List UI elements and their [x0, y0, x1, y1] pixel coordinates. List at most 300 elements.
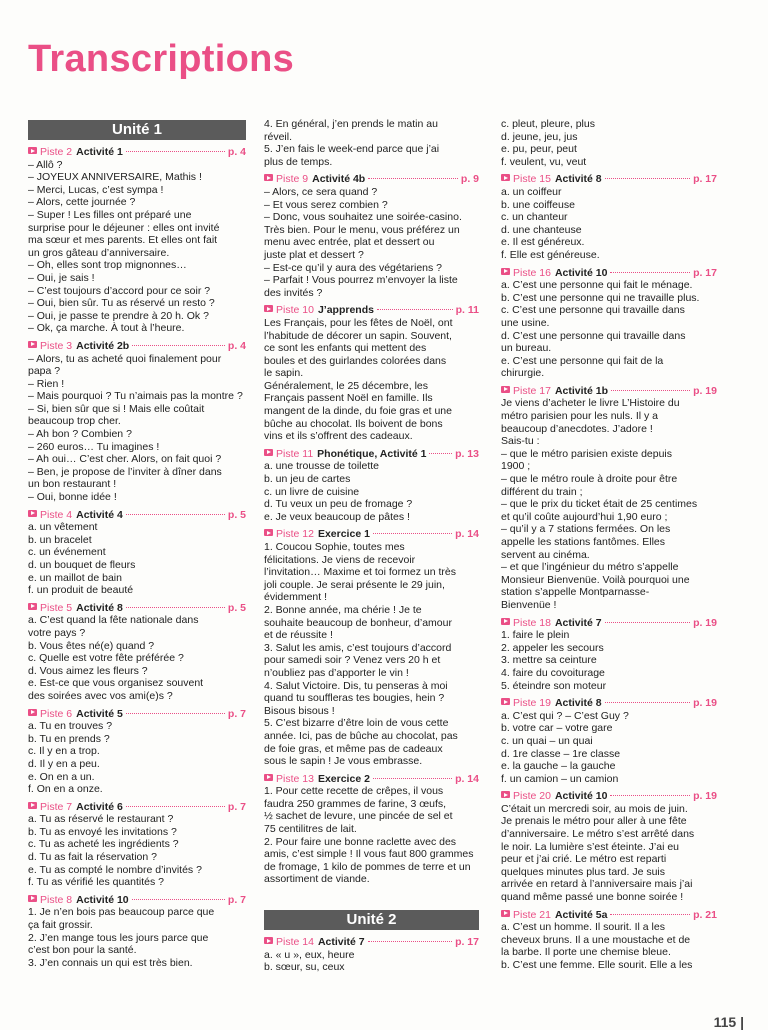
track-heading: [264, 773, 479, 786]
transcript-line: b. Tu as envoyé les invitations ?: [28, 825, 177, 838]
transcript-line: ½ sachet de levure, une pincée de sel et: [264, 810, 453, 823]
track-entry: [501, 173, 717, 261]
page-reference: p. 4: [227, 339, 246, 352]
transcript-line: 1. Je n’en bois pas beaucoup parce que: [28, 906, 215, 919]
track-heading: [264, 528, 479, 541]
transcript-line: quand même passé une bonne soirée !: [501, 891, 684, 904]
transcript-line: – JOYEUX ANNIVERSAIRE, Mathis !: [28, 171, 202, 184]
column-1: [28, 118, 246, 969]
transcript-line: c. un quai – un quai: [501, 734, 593, 747]
transcript-line: – Ben, je propose de l’inviter à dîner dans: [28, 465, 222, 478]
transcript-line: f. veulent, vu, veut: [501, 155, 587, 168]
activity-label: Activité 10: [554, 790, 608, 803]
page-reference: p. 17: [693, 173, 717, 186]
transcript-line: f. Elle est généreuse.: [501, 248, 600, 261]
transcript-line: 2. Bonne année, ma chérie ! Je te: [264, 603, 422, 616]
page-reference: p. 5: [227, 508, 246, 521]
activity-label: Activité 8: [554, 173, 602, 186]
dot-leader: [611, 390, 690, 391]
page-reference: p. 19: [693, 697, 717, 710]
activity-label: Activité 1: [76, 146, 123, 158]
activity-label: Activité 7: [317, 936, 365, 949]
transcript-line: menu avec entrée, plat et dessert ou: [264, 236, 435, 249]
transcript-line: – Alors, ce sera quand ?: [264, 185, 378, 198]
audio-track-icon: [501, 791, 510, 798]
transcript-line: e. Je veux beaucoup de pâtes !: [264, 510, 410, 523]
transcript-line: sous le sapin ! Je vous embrasse.: [264, 755, 423, 768]
transcript-line: peur et j’ai crié. Le métro est reparti: [501, 853, 667, 866]
transcript-line: beaucoup trop cher.: [28, 415, 121, 428]
audio-track-icon: [501, 268, 510, 275]
dot-leader: [377, 309, 453, 310]
transcript-line: faudra 250 grammes de farine, 3 œufs,: [264, 797, 447, 810]
transcript-line: – Oh, elles sont trop mignonnes…: [28, 259, 187, 272]
column-3: [501, 118, 717, 972]
audio-track-icon: [501, 174, 510, 181]
transcript-line: 3. mettre sa ceinture: [501, 654, 597, 667]
transcript-line: f. On en a onze.: [28, 783, 103, 796]
transcript-line: 4. En général, j’en prends le matin au: [264, 118, 438, 130]
transcript-line: et de réussite !: [264, 629, 333, 642]
dot-leader: [373, 778, 452, 779]
transcript-line: – Si, bien sûr que si ! Mais elle coûtait: [28, 402, 205, 415]
transcript-line: – et que l’ingénieur du métro s’appelle: [501, 561, 679, 574]
transcript-line: d. jeune, jeu, jus: [501, 130, 578, 143]
page-reference: p. 21: [693, 908, 717, 921]
track-number: Piste 8: [40, 893, 73, 906]
track-entry: [28, 708, 246, 796]
track-number: Piste 4: [40, 508, 73, 521]
transcript-line: ça fait grossir.: [28, 919, 93, 932]
transcript-line: b. un jeu de cartes: [264, 473, 351, 486]
unit-header: Unité 1: [28, 120, 246, 140]
track-heading: [264, 448, 479, 461]
transcript-line: c. Il y en a trop.: [28, 745, 100, 758]
transcript-line: juste plat et dessert ?: [264, 248, 364, 261]
track-entry: [28, 146, 246, 335]
transcript-line: 3. Salut les amis, c’est toujours d’accord: [264, 641, 452, 654]
track-number: Piste 19: [513, 697, 551, 710]
track-entry: [28, 509, 246, 597]
track-number: Piste 16: [513, 266, 551, 279]
transcript-line: Bisous bisous !: [264, 704, 335, 717]
track-number: Piste 3: [40, 339, 73, 352]
audio-track-icon: [501, 618, 510, 625]
activity-label: Activité 2b: [76, 339, 130, 352]
transcript-line: année. Ici, pas de bûche au chocolat, pas: [264, 729, 458, 742]
transcript-line: des invités ?: [264, 286, 323, 299]
transcript-line: n’oubliez pas d’apporter le vin !: [264, 666, 409, 679]
dot-leader: [429, 453, 452, 454]
track-heading: [28, 894, 246, 907]
transcript-line: e. Il est généreux.: [501, 236, 585, 249]
transcript-line: – Rien !: [28, 377, 65, 390]
track-heading: [28, 801, 246, 814]
transcript-line: station s’appelle Montparnasse-: [501, 586, 650, 599]
track-number: Piste 12: [276, 528, 314, 541]
track-number: Piste 5: [40, 601, 73, 614]
transcript-line: e. Est-ce que vous organisez souvent: [28, 677, 204, 690]
transcript-line: a. un coiffeur: [501, 185, 562, 198]
transcript-line: boules et des guirlandes colorées dans: [264, 354, 447, 367]
track-heading: [501, 617, 717, 630]
track-number: Piste 7: [40, 800, 73, 813]
transcript-line: joli couple. Je serai présente le 29 juin,: [264, 578, 445, 591]
transcript-line: e. On en a un.: [28, 770, 95, 783]
dot-leader: [132, 345, 225, 346]
transcript-line: d. Tu veux un peu de fromage ?: [264, 498, 413, 511]
transcript-line: d. Vous aimez les fleurs ?: [28, 664, 148, 677]
transcript-line: d. un bouquet de fleurs: [28, 559, 136, 571]
transcript-line: 1. faire le plein: [501, 629, 570, 642]
track-entry: [264, 528, 479, 767]
dot-leader: [126, 514, 225, 515]
track-heading: [28, 509, 246, 522]
page-reference: p. 7: [227, 800, 246, 813]
transcript-line: 2. appeler les secours: [501, 641, 604, 654]
transcript-line: b. C’est une personne qui ne travaille plus.: [501, 291, 700, 304]
transcript-line: c. un événement: [28, 546, 106, 559]
track-heading: [264, 304, 479, 317]
transcript-line: – Mais pourquoi ? Tu n’aimais pas la montre ?: [28, 390, 243, 403]
transcript-line: – Allô ?: [28, 158, 63, 171]
transcript-line: pour samedi soir ? Venez vers 20 h et: [264, 654, 441, 667]
transcript-line: b. C’est une femme. Elle sourit. Elle a les: [501, 959, 693, 971]
transcript-line: assortiment de viande.: [264, 873, 370, 886]
transcript-line: 75 centilitres de lait.: [264, 823, 357, 836]
transcript-line: a. « u », eux, heure: [264, 948, 355, 961]
activity-label: Activité 8: [76, 601, 123, 614]
track-entry: [264, 448, 479, 524]
transcript-line: f. un camion – un camion: [501, 772, 619, 785]
transcript-line: 2. J’en mange tous les jours parce que: [28, 931, 209, 944]
activity-label: J’apprends: [317, 304, 374, 317]
transcript-line: – que le prix du ticket était de 25 centimes: [501, 498, 698, 511]
activity-label: Activité 4b: [312, 173, 366, 186]
transcript-line: – Ah bon ? Combien ?: [28, 428, 132, 441]
transcript-line: a. Tu en trouves ?: [28, 720, 113, 733]
transcript-line: un gros gâteau d’anniversaire.: [28, 246, 170, 259]
track-entry: [501, 790, 717, 903]
transcript-line: amis, c’est simple ! Il vous faut 800 grammes: [264, 848, 474, 861]
track-heading: [501, 173, 717, 186]
audio-track-icon: [501, 910, 510, 917]
page-reference: p. 9: [460, 173, 479, 186]
track-entry: [501, 385, 717, 612]
transcript-line: l’invitation… Maxime et toi formez un très: [264, 566, 456, 579]
activity-label: Activité 5: [76, 707, 123, 720]
transcript-line: d. une chanteuse: [501, 223, 582, 236]
track-heading: [501, 697, 717, 710]
transcript-line: – que le métro parisien existe depuis: [501, 447, 673, 460]
audio-track-icon: [28, 709, 37, 716]
transcript-line: papa ?: [28, 365, 61, 378]
page-reference: p. 5: [227, 601, 246, 614]
transcript-line: beaucoup d’anecdotes. J’adore !: [501, 422, 653, 435]
track-heading: [28, 708, 246, 721]
transcript-line: et qu’il coûte aujourd’hui 1,90 euro ;: [501, 510, 668, 523]
transcript-line: 2. Pour faire une bonne raclette avec des: [264, 835, 457, 848]
track-heading: [501, 909, 717, 922]
track-heading: [501, 790, 717, 803]
dot-leader: [368, 178, 458, 179]
spacer: [264, 886, 479, 908]
transcript-line: – Ok, ça marche. À tout à l’heure.: [28, 322, 185, 335]
dot-leader: [610, 795, 690, 796]
transcript-line: 1. Pour cette recette de crêpes, il vous: [264, 785, 444, 798]
transcript-line: arrivée en retard à l’anniversaire mais j’ai: [501, 878, 693, 891]
transcript-line: Bienvenüe !: [501, 598, 557, 611]
transcript-line: Je viens d’acheter le livre L’Histoire du: [501, 397, 680, 410]
transcript-line: quand tu souffleras tes bougies, hein ?: [264, 692, 445, 705]
transcript-line: – Oui, je sais !: [28, 271, 95, 284]
unit-header: Unité 2: [264, 910, 479, 930]
track-entry: [28, 894, 246, 970]
transcript-line: quelques minutes plus tard. Je suis: [501, 865, 666, 878]
transcript-line: – C’est toujours d’accord pour ce soir ?: [28, 284, 211, 297]
transcript-line: c. Quelle est votre fête préférée ?: [28, 652, 184, 665]
transcript-line: l’habitude de décorer un sapin. Souvent,: [264, 329, 452, 342]
transcript-line: – Super ! Les filles ont préparé une: [28, 208, 192, 221]
transcript-line: ce sont les enfants qui mettent des: [264, 342, 427, 355]
dot-leader: [126, 713, 225, 714]
dot-leader: [610, 272, 690, 273]
transcript-line: 1. Coucou Sophie, toutes mes: [264, 541, 405, 553]
transcript-line: un bureau.: [501, 342, 552, 355]
transcript-line: b. sœur, su, ceux: [264, 961, 345, 974]
track-number: Piste 13: [276, 772, 314, 785]
dot-leader: [605, 622, 690, 623]
transcript-line: Très bien. Pour le menu, vous préférez un: [264, 223, 460, 236]
transcript-line: 1900 ;: [501, 460, 531, 473]
track-heading: [28, 602, 246, 615]
transcript-line: c. Tu as acheté les ingrédients ?: [28, 838, 179, 851]
dot-leader: [126, 151, 225, 152]
transcript-line: Sais-tu :: [501, 435, 540, 448]
transcript-line: d. 1re classe – 1re classe: [501, 747, 621, 760]
track-entry: [28, 602, 246, 703]
transcript-line: c. un livre de cuisine: [264, 485, 360, 498]
transcript-line: c. un chanteur: [501, 211, 568, 224]
page-reference: p. 17: [693, 266, 717, 279]
dot-leader: [605, 702, 690, 703]
track-entry: [264, 773, 479, 886]
track-number: Piste 2: [40, 146, 73, 158]
audio-track-icon: [264, 449, 273, 456]
transcript-line: la barbe. Il porte une chemise bleue.: [501, 946, 671, 959]
audio-track-icon: [264, 937, 273, 944]
text-block: [501, 118, 717, 168]
transcript-line: – Alors, tu as acheté quoi finalement pour: [28, 352, 222, 365]
transcript-line: C’était un mercredi soir, au mois de juin.: [501, 802, 688, 815]
transcript-line: a. C’est une personne qui fait le ménage.: [501, 279, 693, 292]
transcript-line: d’anniversaire. Le métro s’est arrêté dans: [501, 828, 695, 841]
audio-track-icon: [28, 603, 37, 610]
transcript-line: – Alors, cette journée ?: [28, 196, 136, 209]
page-number: 115 |: [713, 1014, 744, 1030]
transcript-line: a. un vêtement: [28, 521, 98, 534]
transcript-line: – 260 euros… Tu imagines !: [28, 440, 160, 453]
transcript-line: a. C’est qui ? – C’est Guy ?: [501, 709, 629, 722]
transcript-line: chirurgie.: [501, 367, 545, 380]
transcript-line: – Est-ce qu’il y aura des végétariens ?: [264, 261, 443, 274]
track-heading: [28, 146, 246, 159]
transcript-line: Les Français, pour les fêtes de Noël, ont: [264, 316, 453, 329]
transcript-line: vins et ils s’offrent des cadeaux.: [264, 430, 413, 443]
track-heading: [501, 267, 717, 280]
transcript-line: – Merci, Lucas, c’est sympa !: [28, 183, 164, 196]
transcript-line: – qu’il y a 7 stations fermées. On les: [501, 523, 671, 536]
dot-leader: [373, 533, 452, 534]
dot-leader: [610, 914, 690, 915]
dot-leader: [126, 806, 225, 807]
transcript-line: 5. éteindre son moteur: [501, 679, 607, 692]
transcript-line: le noir. La lumière s’est éteinte. J’ai eu: [501, 840, 680, 853]
transcript-line: d. C’est une personne qui travaille dans: [501, 329, 686, 342]
dot-leader: [126, 607, 225, 608]
track-number: Piste 6: [40, 707, 73, 720]
audio-track-icon: [28, 895, 37, 902]
page-reference: p. 19: [693, 384, 717, 397]
page-reference: p. 13: [455, 447, 479, 460]
transcript-line: métro parisien pour les nuls. Il y a: [501, 410, 658, 423]
transcript-line: 4. faire du covoiturage: [501, 666, 605, 679]
transcript-line: a. C’est un homme. Il sourit. Il a les: [501, 921, 665, 934]
page-title: Transcriptions: [28, 38, 295, 80]
transcript-line: f. Tu as vérifié les quantités ?: [28, 876, 164, 889]
activity-label: Exercice 2: [317, 772, 370, 785]
transcript-line: d. Tu as fait la réservation ?: [28, 851, 157, 864]
dot-leader: [368, 941, 452, 942]
audio-track-icon: [28, 147, 37, 154]
audio-track-icon: [28, 341, 37, 348]
activity-label: Activité 7: [554, 616, 602, 629]
track-entry: [264, 936, 479, 974]
transcript-line: différent du train ;: [501, 485, 583, 498]
track-heading: [28, 340, 246, 353]
activity-label: Activité 1b: [554, 384, 609, 397]
transcript-line: le sapin.: [264, 367, 304, 380]
transcript-line: votre pays ?: [28, 626, 86, 639]
page-reference: p. 17: [455, 936, 479, 949]
track-number: Piste 11: [276, 447, 314, 460]
activity-label: Activité 5a: [554, 908, 608, 921]
page-reference: p. 19: [693, 616, 717, 629]
page-reference: p. 14: [455, 528, 479, 541]
transcript-line: – Donc, vous souhaitez une soirée-casino.: [264, 211, 462, 224]
page-reference: p. 19: [693, 790, 717, 803]
activity-label: Activité 6: [76, 800, 123, 813]
track-number: Piste 15: [513, 173, 551, 186]
transcript-line: – Oui, bien sûr. Tu as réservé un resto ?: [28, 297, 215, 310]
page-reference: p. 7: [227, 893, 246, 906]
track-number: Piste 17: [513, 384, 551, 397]
transcript-line: servent au cinéma.: [501, 548, 590, 561]
track-number: Piste 18: [513, 616, 551, 629]
transcript-line: ma sœur et mes parents. Et elles ont fait: [28, 234, 218, 247]
transcript-line: c. pleut, pleure, plus: [501, 118, 595, 130]
page-reference: p. 14: [455, 772, 479, 785]
track-heading: [264, 173, 479, 186]
transcript-line: surprise pour le déjeuner : elles ont invité: [28, 221, 220, 234]
audio-track-icon: [264, 529, 273, 536]
page-reference: p. 7: [227, 707, 246, 720]
transcript-line: e. pu, peur, peut: [501, 143, 577, 156]
transcript-line: b. un bracelet: [28, 533, 92, 546]
transcript-line: cheveux bruns. Il a une moustache et de: [501, 933, 691, 946]
transcript-line: a. une trousse de toilette: [264, 460, 379, 473]
track-entry: [28, 340, 246, 504]
audio-track-icon: [28, 510, 37, 517]
column-2: [264, 118, 479, 974]
transcript-line: de fromage, 1 kilo de pommes de terre et un: [264, 860, 471, 873]
transcript-line: e. C’est une personne qui fait de la: [501, 354, 664, 367]
page-reference: p. 11: [455, 304, 479, 317]
transcript-line: – Oui, je passe te prendre à 20 h. Ok ?: [28, 309, 209, 322]
track-number: Piste 20: [513, 790, 551, 803]
transcript-line: e. la gauche – la gauche: [501, 760, 616, 773]
transcript-line: évidemment !: [264, 591, 328, 604]
track-number: Piste 9: [276, 173, 309, 186]
activity-label: Activité 4: [76, 508, 123, 521]
page-reference: p. 4: [227, 146, 246, 158]
transcript-line: c’est bon pour la santé.: [28, 944, 137, 957]
activity-label: Activité 8: [554, 697, 602, 710]
transcript-line: a. Tu as réservé le restaurant ?: [28, 813, 174, 826]
track-entry: [264, 304, 479, 443]
activity-label: Activité 10: [76, 893, 129, 906]
transcript-line: f. un produit de beauté: [28, 584, 134, 597]
transcript-line: a. C’est quand la fête nationale dans: [28, 614, 199, 627]
transcript-line: mangent de la dinde, du foie gras et une: [264, 405, 452, 418]
transcript-line: Je prenais le métro pour aller à une fête: [501, 815, 687, 828]
text-block: [264, 118, 479, 168]
track-number: Piste 14: [276, 936, 314, 949]
transcript-line: une usine.: [501, 316, 550, 329]
transcript-line: félicitations. Je viens de recevoir: [264, 553, 416, 566]
transcript-line: d. Il y en a peu.: [28, 757, 100, 770]
transcript-line: b. Tu en prends ?: [28, 732, 110, 745]
dot-leader: [605, 178, 690, 179]
transcript-line: bûche au chocolat. Ils boivent de bons: [264, 417, 443, 430]
transcript-line: – Ah oui… C’est cher. Alors, on fait quoi ?: [28, 453, 222, 466]
track-entry: [501, 267, 717, 380]
transcript-line: e. un maillot de bain: [28, 571, 122, 584]
transcript-line: 5. C’est bizarre d’être loin de vous cette: [264, 717, 449, 730]
track-number: Piste 21: [513, 908, 551, 921]
track-heading: [501, 385, 717, 398]
track-entry: [501, 617, 717, 693]
transcript-line: – que le métro roule à droite pour être: [501, 473, 678, 486]
activity-label: Exercice 1: [317, 528, 370, 541]
transcript-line: 3. J’en connais un qui est très bien.: [28, 956, 193, 969]
activity-label: Activité 10: [554, 266, 608, 279]
audio-track-icon: [501, 698, 510, 705]
transcript-line: Français passent Noël en famille. Ils: [264, 392, 433, 405]
transcript-line: Généralement, le 25 décembre, les: [264, 379, 429, 392]
transcript-line: b. une coiffeuse: [501, 198, 575, 211]
activity-label: Phonétique, Activité 1: [317, 447, 427, 460]
audio-track-icon: [28, 802, 37, 809]
transcript-line: appelle les stations fantômes. Elles: [501, 536, 666, 548]
track-entry: [264, 173, 479, 299]
transcript-line: Monsieur Bienvenüe. Voilà pourquoi une: [501, 573, 690, 586]
track-entry: [501, 909, 717, 972]
transcript-line: des soirées avec vos ami(e)s ?: [28, 689, 173, 702]
transcript-line: c. C’est une personne qui travaille dans: [501, 304, 685, 317]
track-entry: [28, 801, 246, 889]
audio-track-icon: [264, 774, 273, 781]
